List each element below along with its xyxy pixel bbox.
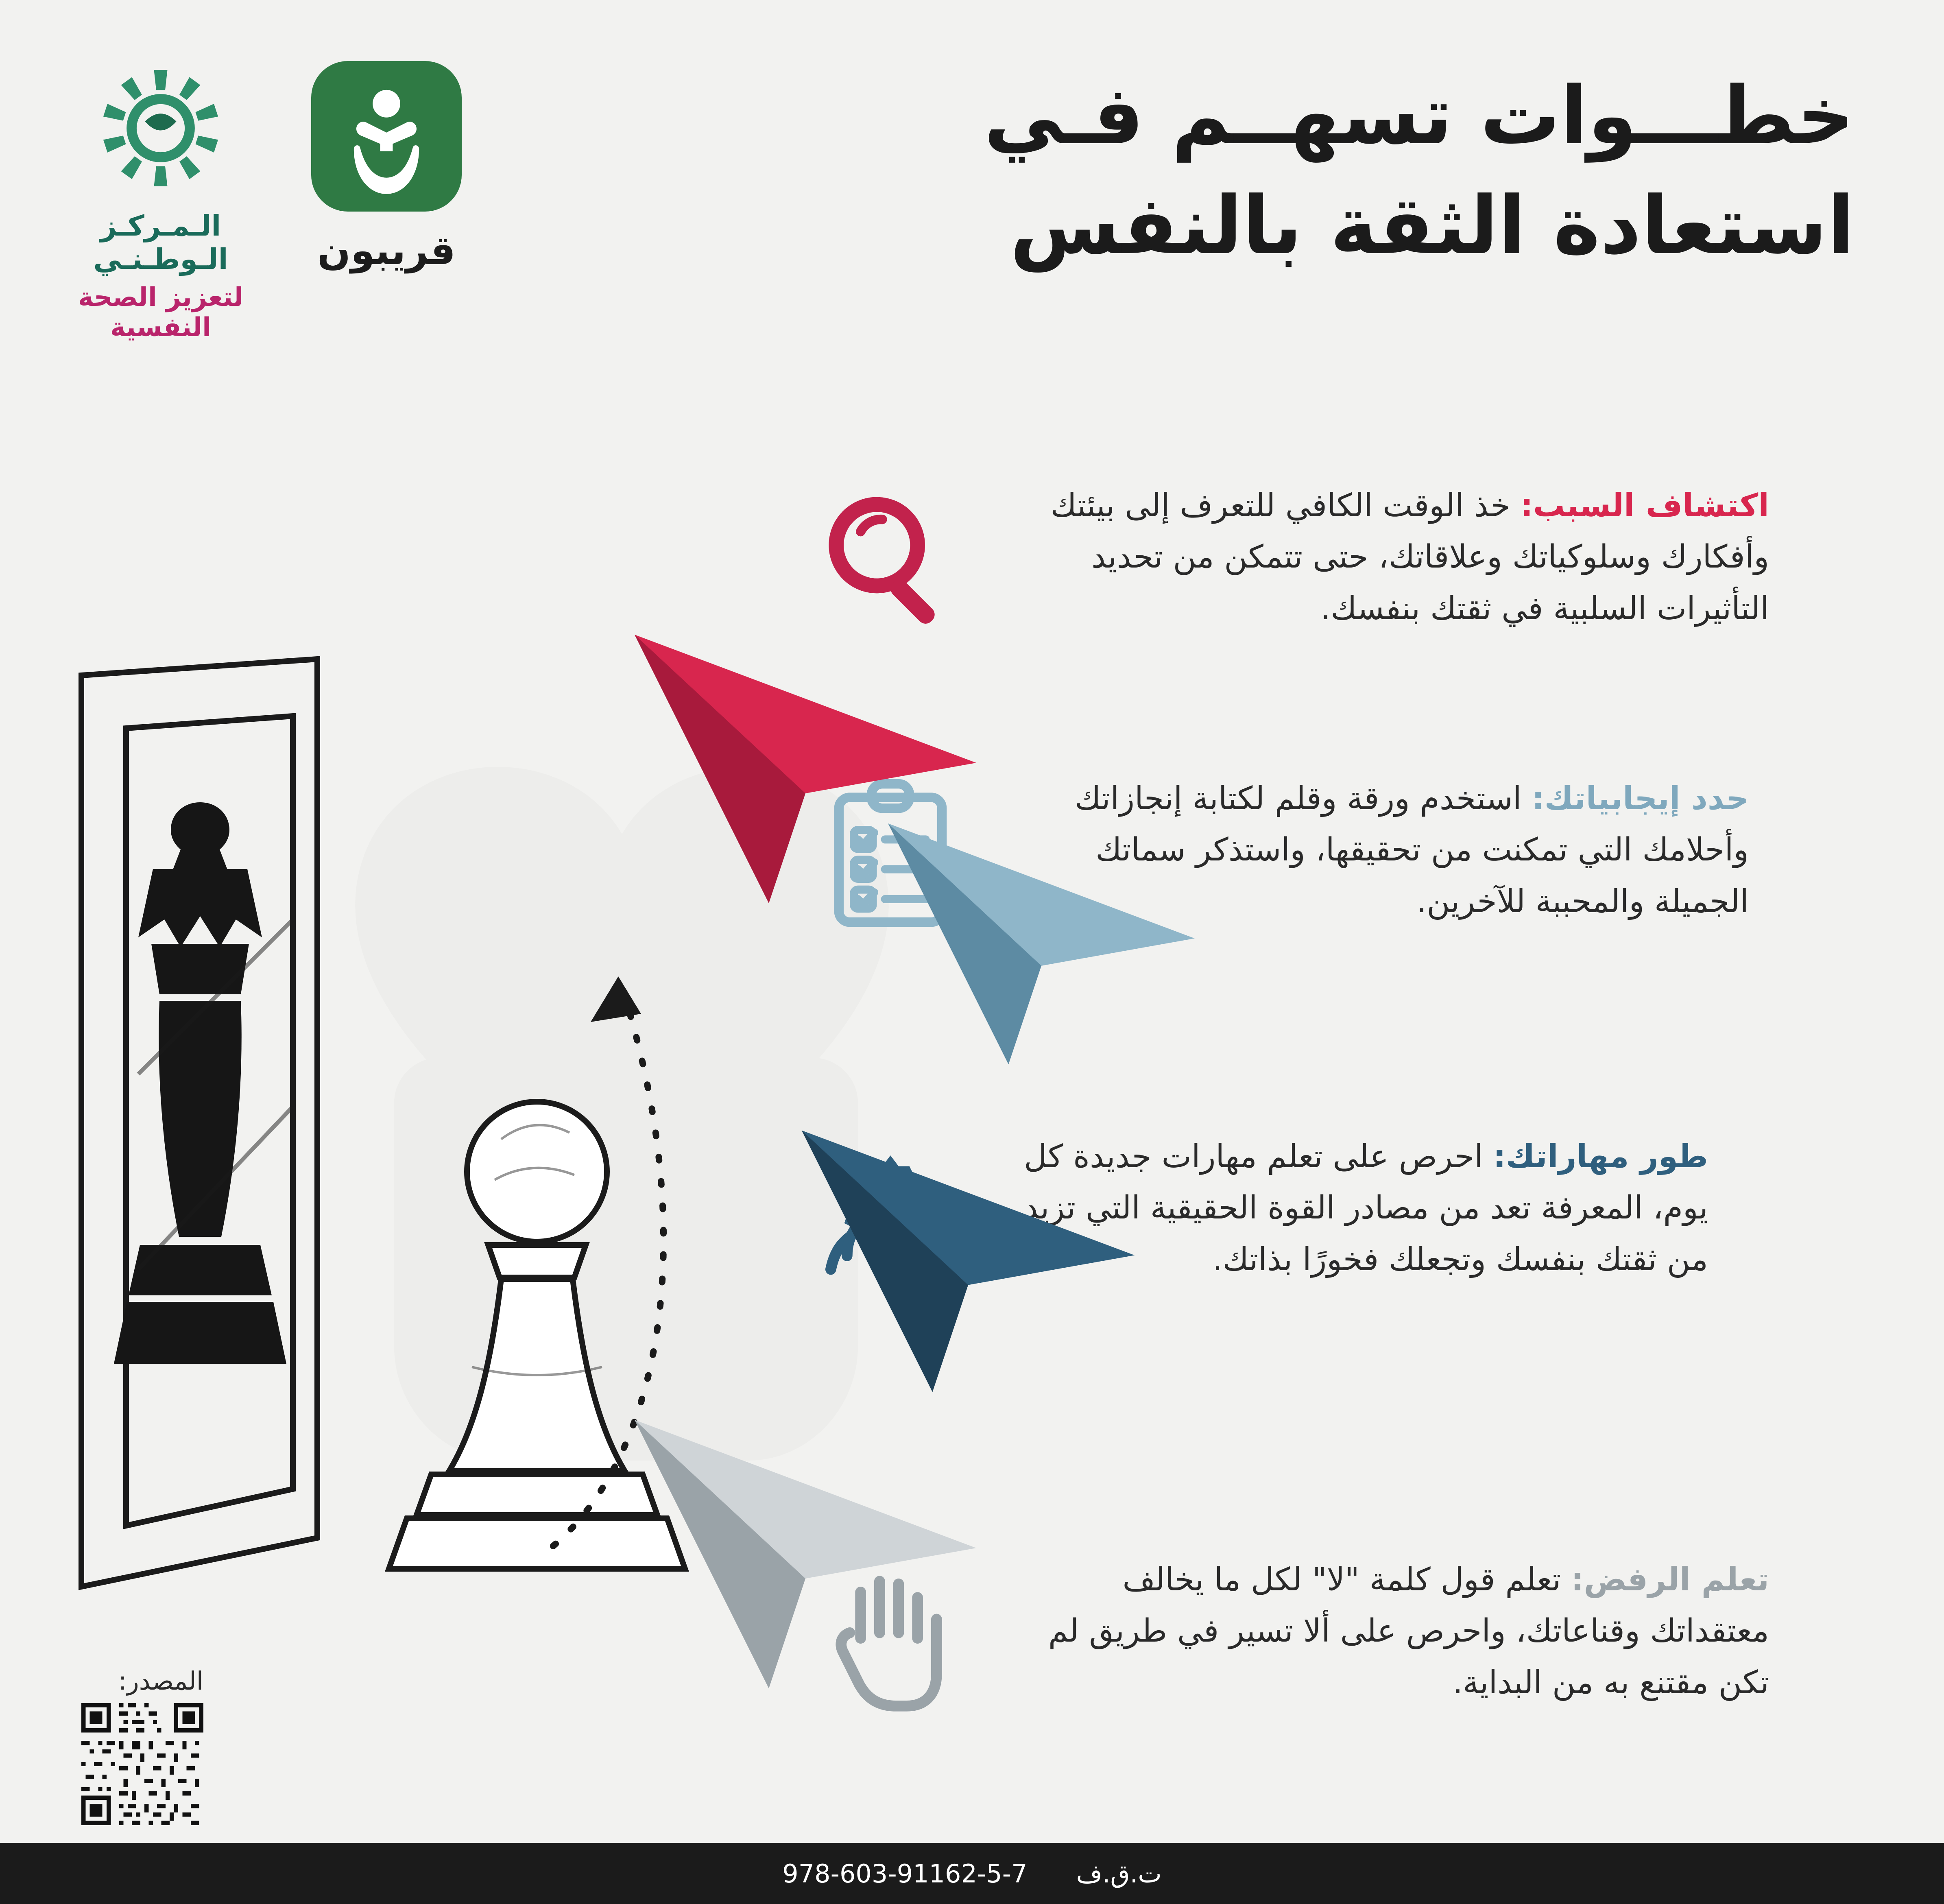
step-1-body: خذ الوقت الكافي للتعرف إلى بيئتك وأفكارك وسلوكياتك وعلاقاتك، حتى تتمكن من تحديد التأثيرات السلبية في ثقتك بنفسك.: [1050, 487, 1769, 627]
paper-plane-dark-blue: [789, 1107, 1147, 1416]
national-center-logo: [65, 61, 256, 343]
app-caption: قريبون: [317, 228, 456, 273]
step-2-heading: حدد إيجابياتك:: [1532, 780, 1749, 817]
app-tile: [311, 61, 462, 212]
footer-isbn: 978-603-91162-5-7: [782, 1858, 1028, 1889]
qr-code-icon[interactable]: [81, 1703, 203, 1825]
app-logo: [305, 61, 468, 273]
person-in-hand-icon: [311, 61, 462, 212]
step-4-text: [996, 1554, 1769, 1708]
logo-block: [65, 61, 468, 343]
footer-bar: [0, 1843, 1944, 1904]
national-center-line2: لتعزيز الصحة النفسية: [78, 282, 244, 343]
step-1-text: [996, 480, 1769, 634]
paper-plane-gray: [622, 1395, 988, 1713]
title-line-2: استعادة الثقة بالنفس: [1010, 179, 1855, 273]
national-center-bloom-icon: [94, 61, 228, 195]
step-3-heading: طور مهاراتك:: [1493, 1138, 1708, 1175]
step-3-body: احرص على تعلم مهارات جديدة كل يوم، المعرفة تعد من مصادر القوة الحقيقية التي تزيد من ثقتك بنفسك وتجعلك فخورًا بذاتك.: [1023, 1138, 1708, 1278]
step-4-body: تعلم قول كلمة "لا" لكل ما يخالف معتقداتك وقناعاتك، واحرص على ألا تسير في طريق لم تكن مقتنع به من البداية.: [1048, 1561, 1769, 1701]
source-block: [33, 1666, 203, 1827]
title-line-1: خطـــوات تسهــم فـي: [984, 70, 1855, 162]
footer-deposit: ت.ق.ف: [1076, 1858, 1162, 1889]
step-2-body: استخدم ورقة وقلم لكتابة إنجازاتك وأحلامك التي تمكنت من تحقيقها، واستذكر سماتك الجميلة والمحببة للآخرين.: [1075, 780, 1749, 920]
step-4-heading: تعلم الرفض:: [1571, 1561, 1769, 1598]
page-title: [756, 61, 1855, 281]
source-label: المصدر:: [118, 1666, 203, 1696]
paper-plane-light-blue: [866, 801, 1216, 1086]
national-center-line1: الـمـركـز الـوطـنـي: [93, 209, 228, 276]
step-1-heading: اكتشاف السبب:: [1520, 487, 1769, 524]
